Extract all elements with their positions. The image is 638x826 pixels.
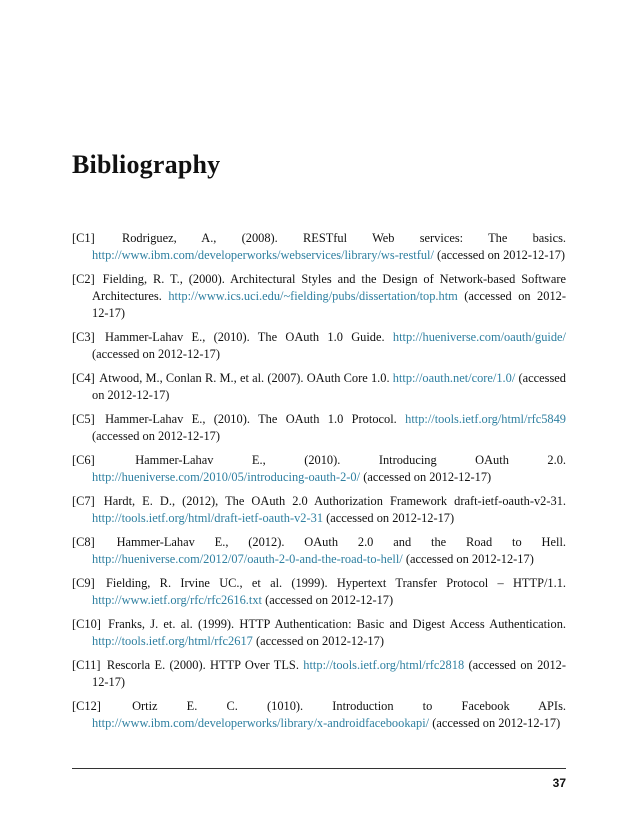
page-number: 37: [552, 776, 566, 790]
reference-label: [C3]: [72, 330, 95, 345]
reference-label: [C9]: [72, 576, 95, 591]
reference-text: Rodriguez, A., (2008). RESTful Web services: The basics.: [121, 231, 566, 245]
reference-item: [72, 698, 566, 732]
reference-text: Hammer-Lahav E., (2012). OAuth 2.0 and the Road to Hell.: [116, 535, 566, 550]
reference-item: [72, 616, 566, 650]
footer-divider: [72, 768, 566, 769]
reference-label: [C5]: [72, 412, 95, 427]
reference-text: Atwood, M., Conlan R. M., et al. (2007). OAuth Core 1.0.: [99, 371, 390, 386]
reference-text: Ortiz E. C. (1010). Introduction to Facebook APIs.: [132, 699, 566, 714]
reference-access-date: (accessed on 2012-12-17): [363, 470, 492, 485]
reference-link[interactable]: http://www.ibm.com/developerworks/library/x-androidfacebookapi/: [92, 716, 430, 731]
page-title: Bibliography: [72, 150, 221, 179]
reference-access-date: (accessed on 2012-12-17): [405, 552, 534, 567]
reference-label: [C7]: [72, 494, 95, 509]
reference-access-date: (accessed on 2012-12-17): [92, 289, 566, 321]
reference-label: [C1]: [72, 231, 95, 245]
reference-item: [72, 411, 566, 445]
reference-link[interactable]: http://hueniverse.com/2012/07/oauth-2-0-and-the-road-to-hell/: [92, 552, 403, 567]
reference-label: [C8]: [72, 535, 95, 550]
reference-item: [72, 370, 566, 404]
reference-text: Rescorla E. (2000). HTTP Over TLS.: [106, 658, 299, 673]
reference-list: [72, 230, 566, 739]
reference-label: [C10]: [72, 617, 101, 632]
reference-link[interactable]: http://www.ics.uci.edu/~fielding/pubs/dissertation/top.htm: [168, 289, 458, 304]
reference-link[interactable]: http://tools.ietf.org/html/rfc2617: [92, 634, 253, 649]
reference-item: [72, 575, 566, 609]
reference-text: Hammer-Lahav E., (2010). The OAuth 1.0 Guide.: [105, 330, 385, 345]
reference-item: [72, 534, 566, 568]
reference-text: Hardt, E. D., (2012), The OAuth 2.0 Authorization Framework draft-ietf-oauth-v2-31.: [103, 494, 566, 509]
reference-item: [72, 493, 566, 527]
reference-label: [C6]: [72, 453, 95, 468]
reference-text: Hammer-Lahav E., (2010). Introducing OAuth 2.0.: [135, 453, 566, 468]
reference-item: [72, 452, 566, 486]
reference-access-date: (accessed on 2012-12-17): [432, 716, 561, 731]
reference-label: [C12]: [72, 699, 101, 714]
reference-text: Hammer-Lahav E., (2010). The OAuth 1.0 Protocol.: [105, 412, 397, 427]
reference-access-date: (accessed on 2012-12-17): [92, 429, 220, 444]
reference-link[interactable]: http://hueniverse.com/oauth/guide/: [392, 330, 566, 345]
reference-access-date: (accessed on 2012-12-17): [255, 634, 384, 649]
reference-link[interactable]: http://tools.ietf.org/html/draft-ietf-oauth-v2-31: [92, 511, 324, 526]
reference-item: [72, 271, 566, 323]
reference-access-date: (accessed on 2012-12-17): [437, 248, 566, 263]
page: [72, 0, 566, 826]
reference-label: [C11]: [72, 658, 101, 673]
reference-access-date: (accessed on 2012-12-17): [265, 593, 394, 608]
reference-label: [C2]: [72, 272, 95, 286]
reference-item: [72, 657, 566, 691]
reference-access-date: (accessed on 2012-12-17): [92, 658, 566, 690]
reference-text: Fielding, R. Irvine UC., et al. (1999). Hypertext Transfer Protocol – HTTP/1.1.: [106, 576, 566, 591]
reference-text: Franks, J. et. al. (1999). HTTP Authentication: Basic and Digest Access Authentication.: [108, 617, 566, 632]
reference-access-date: (accessed on 2012-12-17): [326, 511, 455, 526]
reference-text: Fielding, R. T., (2000). Architectural Styles and the Design of Network-based Software Architectures.: [92, 272, 566, 304]
reference-item: [72, 230, 566, 264]
reference-label: [C4]: [72, 371, 95, 386]
reference-link[interactable]: http://tools.ietf.org/html/rfc5849: [405, 412, 566, 427]
reference-link[interactable]: http://www.ibm.com/developerworks/webservices/library/ws-restful/: [92, 248, 434, 263]
reference-link[interactable]: http://tools.ietf.org/html/rfc2818: [303, 658, 465, 673]
reference-link[interactable]: http://www.ietf.org/rfc/rfc2616.txt: [92, 593, 262, 608]
reference-access-date: (accessed on 2012-12-17): [92, 371, 566, 403]
reference-link[interactable]: http://hueniverse.com/2010/05/introducing-oauth-2-0/: [92, 470, 361, 485]
reference-access-date: (accessed on 2012-12-17): [92, 347, 220, 362]
reference-link[interactable]: http://oauth.net/core/1.0/: [392, 371, 516, 386]
reference-item: [72, 329, 566, 363]
